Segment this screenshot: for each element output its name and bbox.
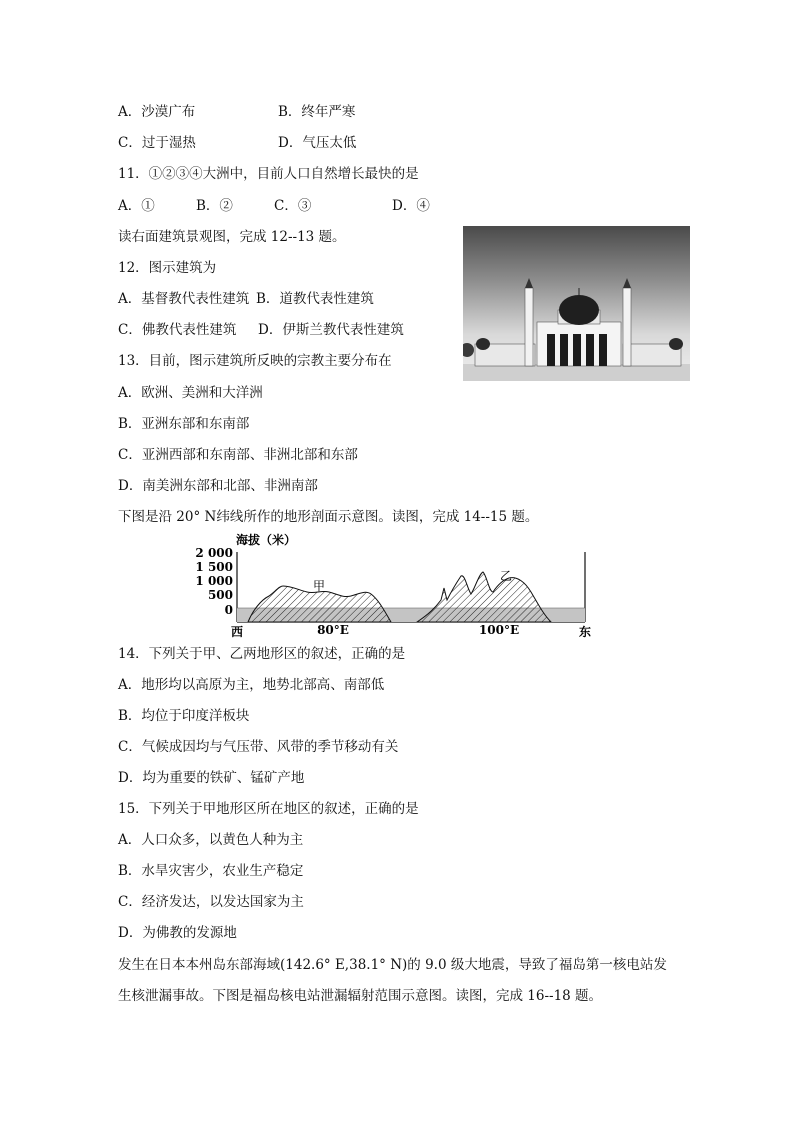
y-tick-2000: 2 000: [195, 546, 233, 560]
terrain-profile-diagram: [195, 530, 605, 640]
label-west: 西: [230, 625, 244, 639]
q12-option-b: B．道教代表性建筑: [256, 291, 374, 307]
question-11-stem: 11．①②③④大洲中，目前人口自然增长最快的是: [118, 166, 419, 182]
q14-option-b: B．均位于印度洋板块: [118, 708, 250, 724]
y-tick-1500: 1 500: [195, 560, 233, 574]
label-east: 东: [578, 625, 592, 639]
option-b-cold: B．终年严寒: [278, 104, 356, 120]
option-d-pressure: D．气压太低: [278, 135, 357, 151]
q13-option-a: A．欧洲、美洲和大洋洲: [118, 385, 263, 401]
y-tick-0: 0: [224, 603, 233, 617]
q15-option-b: B．水旱灾害少，农业生产稳定: [118, 863, 304, 879]
profile-y-axis-label: 海拔（米）: [236, 533, 297, 547]
option-a-desert: A．沙漠广布: [118, 104, 196, 120]
q14-option-c: C．气候成因均与气压带、风带的季节移动有关: [118, 739, 399, 755]
x-tick-100e: 100°E: [478, 623, 520, 637]
label-yi: 乙: [500, 569, 513, 583]
x-tick-80e: 80°E: [317, 623, 349, 637]
q13-option-d: D．南美洲东部和北部、非洲南部: [118, 478, 318, 494]
question-12-stem: 12．图示建筑为: [118, 260, 217, 276]
q11-option-d: D．④: [392, 198, 430, 214]
q15-option-a: A．人口众多，以黄色人种为主: [118, 832, 304, 848]
intro-14-15: 下图是沿 20° N纬线所作的地形剖面示意图。读图，完成 14--15 题。: [118, 509, 539, 525]
intro-16-18-line1: 发生在日本本州岛东部海域(142.6° E,38.1° N)的 9.0 级大地震，导致了福岛第一核电站发: [118, 957, 667, 973]
intro-16-18-line2: 生核泄漏事故。下图是福岛核电站泄漏辐射范围示意图。读图，完成 16--18 题。: [118, 988, 603, 1004]
y-tick-500: 500: [207, 588, 233, 602]
intro-12-13: 读右面建筑景观图，完成 12--13 题。: [118, 229, 346, 245]
question-14-stem: 14．下列关于甲、乙两地形区的叙述，正确的是: [118, 646, 406, 662]
q15-option-d: D．为佛教的发源地: [118, 925, 237, 941]
y-tick-1000: 1 000: [195, 574, 233, 588]
question-15-stem: 15．下列关于甲地形区所在地区的叙述，正确的是: [118, 801, 419, 817]
q13-option-c: C．亚洲西部和东南部、非洲北部和东部: [118, 447, 358, 463]
option-c-humid: C．过于湿热: [118, 135, 196, 151]
q12-option-c: C．佛教代表性建筑: [118, 322, 237, 338]
mosque-illustration: [463, 226, 690, 381]
q15-option-c: C．经济发达，以发达国家为主: [118, 894, 304, 910]
question-13-stem: 13．目前，图示建筑所反映的宗教主要分布在: [118, 353, 392, 369]
label-jia: 甲: [313, 579, 326, 593]
q13-option-b: B．亚洲东部和东南部: [118, 416, 250, 432]
q11-option-b: B．②: [196, 198, 233, 214]
q14-option-d: D．均为重要的铁矿、锰矿产地: [118, 770, 305, 786]
mosque-photo: [463, 226, 690, 381]
q12-option-a: A．基督教代表性建筑: [118, 291, 250, 307]
q12-option-d: D．伊斯兰教代表性建筑: [258, 322, 404, 338]
q14-option-a: A．地形均以高原为主，地势北部高、南部低: [118, 677, 385, 693]
q11-option-c: C．③: [274, 198, 312, 214]
q11-option-a: A．①: [118, 198, 155, 214]
